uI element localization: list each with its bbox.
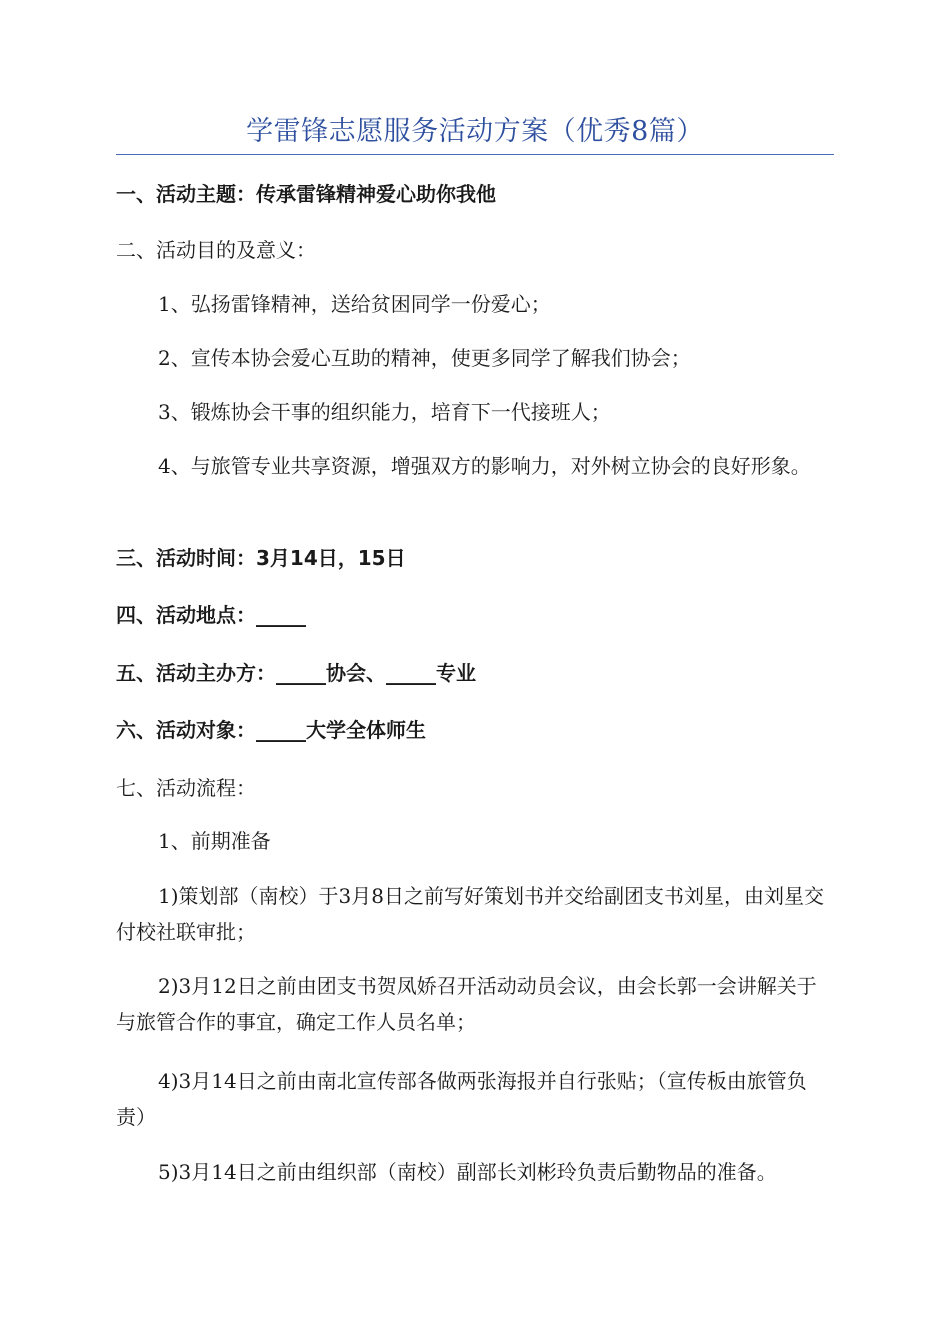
- purpose-item-3: 3、锻炼协会干事的组织能力，培育下一代接班人；: [158, 400, 611, 424]
- process-item-5: 5)3月14日之前由组织部（南校）副部长刘彬玲负责后勤物品的准备。: [158, 1160, 777, 1184]
- section-audience: 六、活动对象：_____大学全体师生: [116, 718, 426, 742]
- section-process: 七、活动流程：: [116, 776, 256, 800]
- purpose-item-2: 2、宣传本协会爱心互助的精神，使更多同学了解我们协会；: [158, 346, 691, 370]
- section-theme: 一、活动主题：传承雷锋精神爱心助你我他: [116, 182, 496, 206]
- process-item-1: 1)策划部（南校）于3月8日之前写好策划书并交给副团支书刘星，由刘星交付校社联审批；: [116, 884, 824, 944]
- section-location: 四、活动地点：_____: [116, 603, 306, 627]
- section-purpose: 二、活动目的及意义：: [116, 238, 316, 262]
- section-organizer: 五、活动主办方：_____协会、_____专业: [116, 661, 476, 685]
- process-item-4: 4)3月14日之前由南北宣传部各做两张海报并自行张贴；（宣传板由旅管负责）: [116, 1069, 807, 1129]
- purpose-item-4: 4、与旅管专业共享资源，增强双方的影响力，对外树立协会的良好形象。: [158, 454, 811, 478]
- process-step-1: 1、前期准备: [158, 829, 271, 853]
- purpose-item-1: 1、弘扬雷锋精神，送给贫困同学一份爱心；: [158, 292, 551, 316]
- process-item-2: 2)3月12日之前由团支书贺凤娇召开活动动员会议，由会长郭一会讲解关于与旅管合作的事宜，确定工作人员名单；: [116, 974, 817, 1034]
- title-underline: [116, 154, 834, 155]
- document-title: 学雷锋志愿服务活动方案（优秀8篇）: [246, 116, 704, 147]
- section-time: 三、活动时间：3月14日，15日: [116, 546, 406, 570]
